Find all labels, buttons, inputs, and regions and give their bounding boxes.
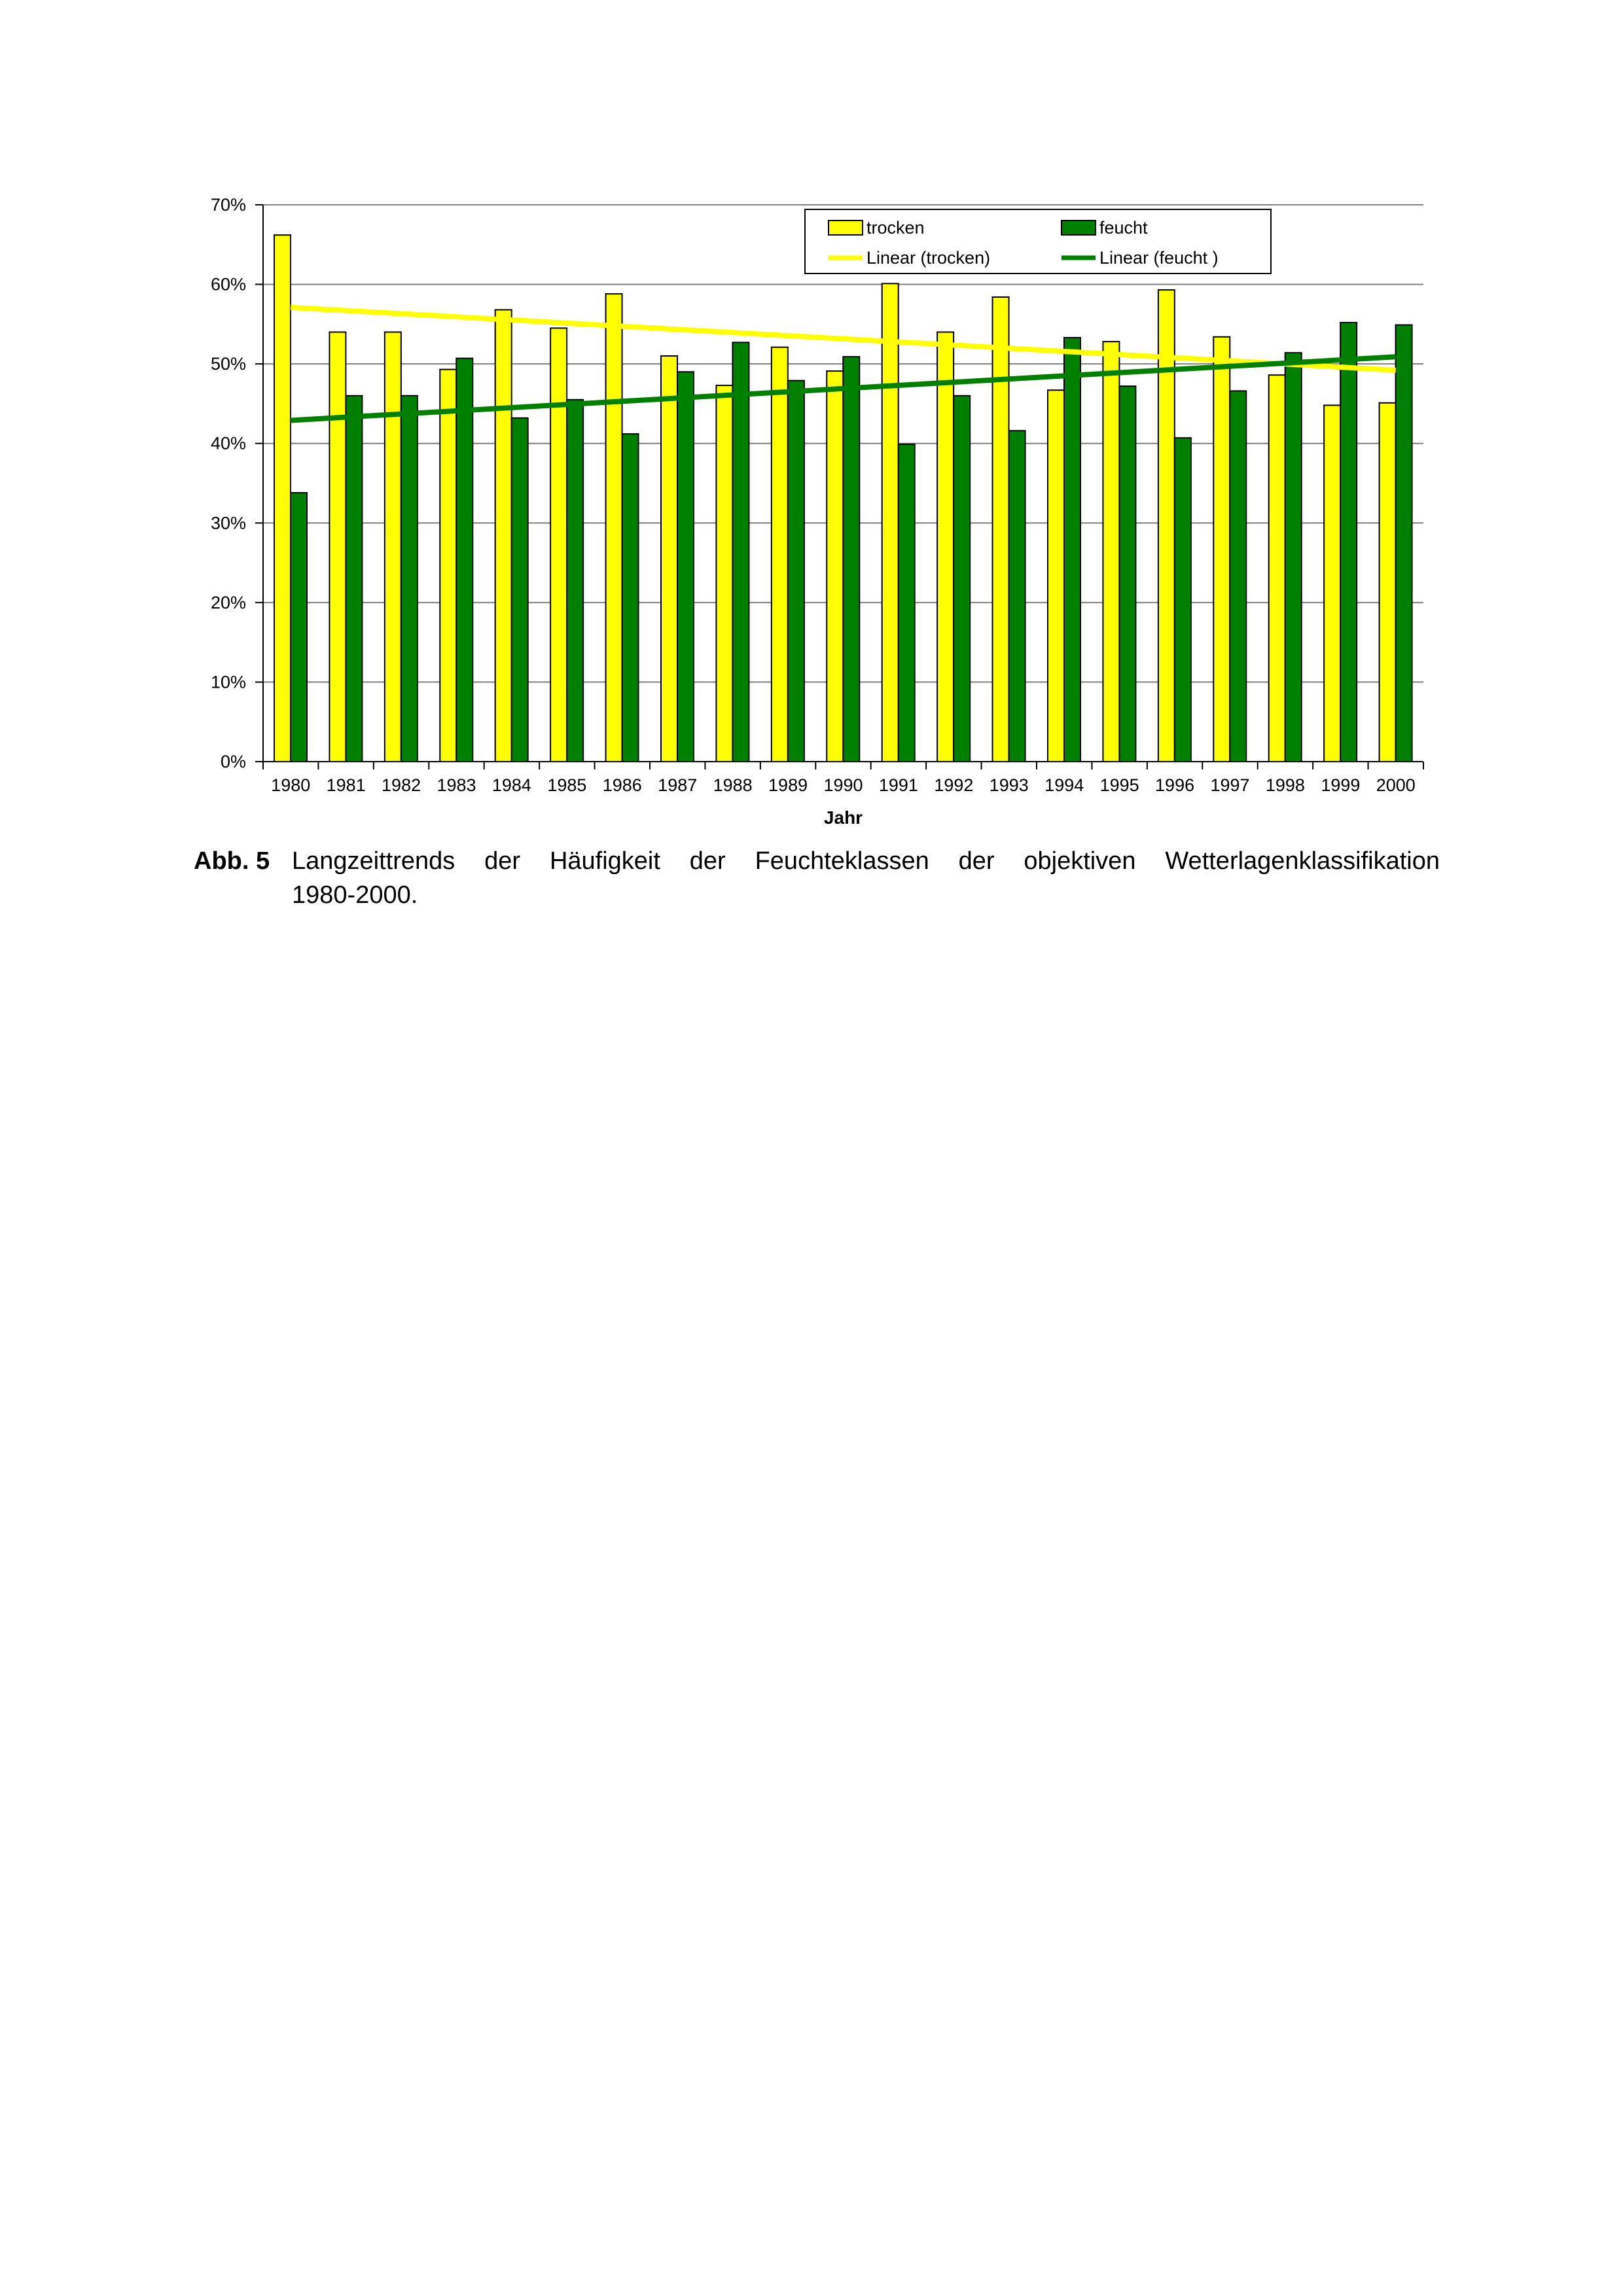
bar-feucht	[1175, 438, 1191, 762]
bar-feucht	[346, 396, 362, 762]
x-tick-label: 1996	[1155, 775, 1195, 795]
x-tick-label: 1981	[326, 775, 366, 795]
bar-trocken	[882, 283, 899, 762]
x-tick-label: 1983	[437, 775, 476, 795]
x-tick-label: 1989	[768, 775, 808, 795]
bar-trocken	[1269, 375, 1285, 762]
x-tick-label: 1980	[271, 775, 311, 795]
x-tick-label: 1993	[989, 775, 1029, 795]
bar-trocken	[385, 332, 401, 762]
bar-trocken	[440, 370, 456, 762]
bar-trocken	[329, 332, 346, 762]
x-tick-label: 1988	[713, 775, 753, 795]
bar-feucht	[1119, 386, 1135, 762]
bar-feucht	[899, 444, 915, 762]
bar-feucht	[567, 400, 583, 762]
chart	[0, 0, 1623, 851]
bar-trocken	[550, 328, 567, 762]
bar-trocken	[772, 347, 788, 762]
bar-feucht	[1285, 353, 1302, 762]
bar-feucht	[954, 396, 970, 762]
y-tick-label: 50%	[210, 354, 246, 374]
bar-trocken	[274, 235, 291, 762]
bar-feucht	[512, 418, 528, 762]
x-tick-label: 1992	[934, 775, 974, 795]
legend-label: feucht	[1099, 218, 1148, 238]
x-tick-label: 1997	[1210, 775, 1250, 795]
bar-trocken	[606, 294, 622, 762]
x-tick-label: 1985	[547, 775, 587, 795]
y-tick-label: 0%	[220, 752, 246, 771]
bar-feucht	[622, 434, 639, 762]
bar-trocken	[1158, 290, 1175, 762]
bar-trocken	[1048, 390, 1064, 762]
y-tick-label: 70%	[210, 195, 246, 215]
bar-feucht	[291, 493, 307, 762]
bar-feucht	[401, 396, 418, 762]
bar-trocken	[1324, 405, 1340, 762]
y-tick-label: 30%	[210, 513, 246, 533]
y-tick-label: 10%	[210, 672, 246, 692]
x-tick-label: 1987	[658, 775, 698, 795]
bar-feucht	[1230, 391, 1246, 762]
x-tick-label: 1995	[1099, 775, 1139, 795]
x-tick-label: 1998	[1265, 775, 1305, 795]
x-tick-label: 1986	[602, 775, 642, 795]
bar-feucht	[1340, 323, 1357, 762]
x-tick-label: 1984	[491, 775, 531, 795]
y-tick-label: 20%	[210, 592, 246, 612]
bar-trocken	[1103, 342, 1119, 762]
bar-feucht	[456, 359, 473, 762]
bar-trocken	[1380, 403, 1396, 762]
x-tick-label: 1999	[1321, 775, 1361, 795]
x-tick-label: 1991	[878, 775, 918, 795]
x-axis-title: Jahr	[823, 807, 863, 828]
x-tick-label: 1982	[382, 775, 421, 795]
bar-feucht	[1396, 325, 1412, 762]
y-tick-label: 60%	[210, 274, 246, 294]
caption-text-continued: 1980-2000.	[292, 881, 418, 909]
bar-feucht	[843, 357, 859, 762]
bar-feucht	[732, 342, 749, 762]
legend-swatch	[1061, 221, 1096, 235]
legend-swatch	[829, 221, 863, 235]
bar-chart	[0, 0, 1623, 851]
x-tick-label: 2000	[1376, 775, 1416, 795]
bar-trocken	[661, 356, 677, 762]
bar-feucht	[1009, 431, 1026, 762]
bar-trocken	[495, 309, 512, 762]
caption-text: Langzeittrends der Häufigkeit der Feuchteklassen der objektiven Wetterlagenklassifikation	[292, 847, 1440, 875]
bar-trocken	[1213, 337, 1230, 762]
bar-trocken	[993, 297, 1009, 762]
bar-trocken	[716, 385, 732, 762]
legend-label: trocken	[866, 218, 925, 238]
x-tick-label: 1994	[1044, 775, 1084, 795]
bar-trocken	[827, 371, 843, 762]
bar-feucht	[1064, 338, 1080, 762]
y-tick-label: 40%	[210, 433, 246, 453]
bar-feucht	[677, 372, 694, 762]
legend-label: Linear (trocken)	[866, 248, 991, 268]
caption-label: Abb. 5	[194, 847, 270, 875]
x-tick-label: 1990	[823, 775, 863, 795]
legend-label: Linear (feucht )	[1099, 248, 1219, 268]
bar-feucht	[788, 381, 804, 762]
bar-trocken	[937, 332, 954, 762]
